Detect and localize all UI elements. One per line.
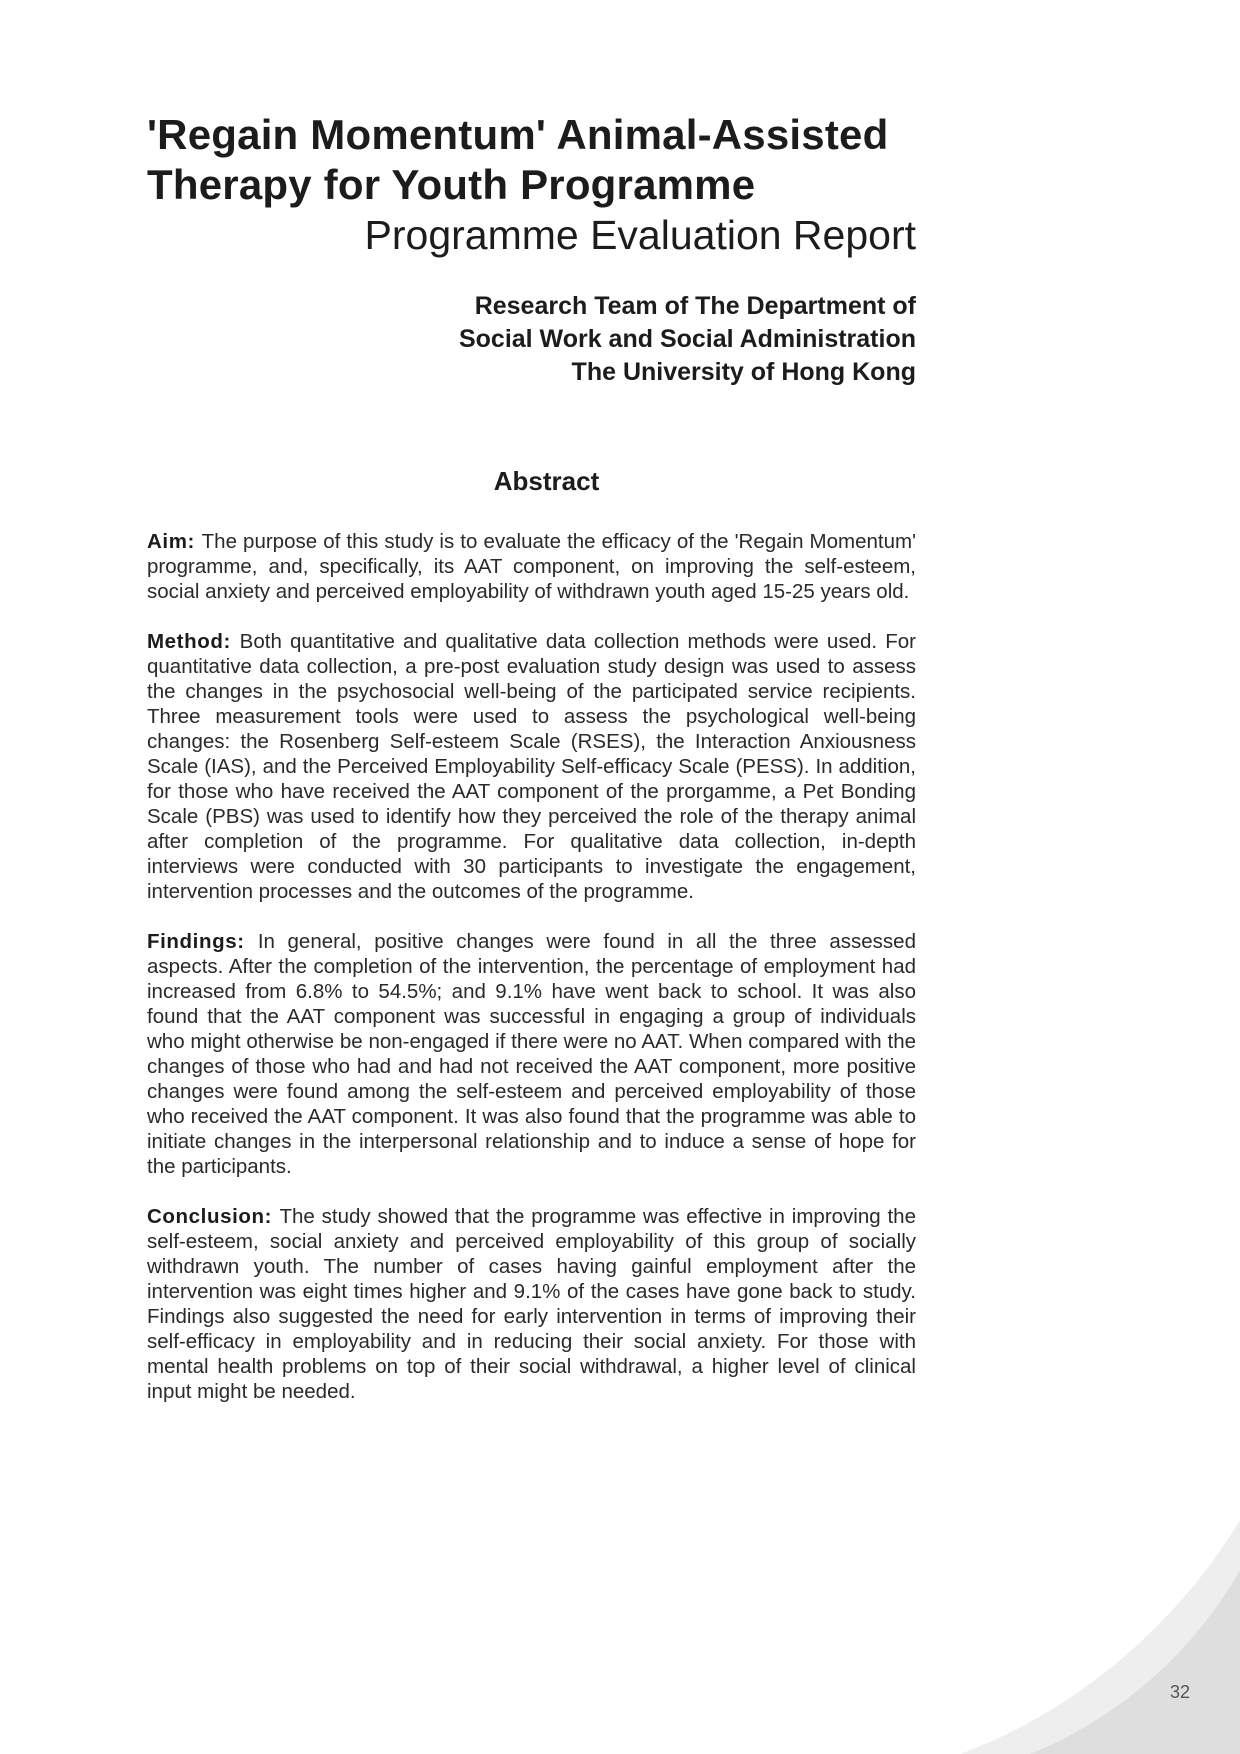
title-line-1: 'Regain Momentum' Animal-Assisted — [147, 111, 889, 158]
conclusion-text: The study showed that the programme was effective in improving the self-esteem, social anxiety and perceived employability of this group of socially withdrawn youth. The number of cases having gainful employment after the intervention was eight times higher and 9.1% of the cases have gone back to study. Findings also suggested the need for early intervention in terms of improving their self-efficacy in employability and in reducing their social anxiety. For those with mental health problems on top of their social withdrawal, a higher level of clinical input might be needed. — [147, 1205, 916, 1403]
method-text: Both quantitative and qualitative data collection methods were used. For quantitative data collection, a pre-post evaluation study design was used to assess the changes in the psychosocial well-being of the participated service recipients. Three measurement tools were used to assess the psychological well-being changes: the Rosenberg Self-esteem Scale (RSES), the Interaction Anxiousness Scale (IAS), and the Perceived Employability Self-efficacy Scale (PESS). In addition, for those who have received the AAT component of the prorgamme, a Pet Bonding Scale (PBS) was used to identify how they perceived the role of the therapy animal after completion of the programme. For qualitative data collection, in-depth interviews were conducted with 30 participants to investigate the engagement, intervention processes and the outcomes of the programme. — [147, 630, 916, 903]
document-title — [147, 110, 916, 210]
conclusion-paragraph — [147, 1204, 916, 1404]
page-number: 32 — [1169, 1682, 1191, 1702]
document-content — [147, 110, 916, 1404]
findings-label: Findings: — [147, 930, 258, 953]
findings-text: In general, positive changes were found in all the three assessed aspects. After the completion of the intervention, the percentage of employment had increased from 6.8% to 54.5%; and 9.1% have went back to school. It was also found that the AAT component was successful in engaging a group of individuals who might otherwise be non-engaged if there were no AAT. When compared with the changes of those who had and had not received the AAT component, more positive changes were found among the self-esteem and perceived employability of those who received the AAT component. It was also found that the programme was able to initiate changes in the interpersonal relationship and to induce a sense of hope for the participants. — [147, 930, 916, 1178]
findings-paragraph — [147, 929, 916, 1179]
author-line-3: The University of Hong Kong — [571, 358, 916, 386]
document-subtitle: Programme Evaluation Report — [364, 212, 916, 258]
author-block — [147, 290, 916, 389]
method-label: Method: — [147, 630, 240, 653]
aim-text: The purpose of this study is to evaluate the efficacy of the 'Regain Momentum' programme, and, specifically, its AAT component, on improving the self-esteem, social anxiety and perceived employability of withdrawn youth aged 15-25 years old. — [147, 530, 916, 603]
author-line-1: Research Team of The Department of — [474, 292, 916, 320]
method-paragraph — [147, 629, 916, 904]
conclusion-label: Conclusion: — [147, 1205, 280, 1228]
aim-label: Aim: — [147, 530, 202, 553]
title-line-2: Therapy for Youth Programme — [147, 161, 756, 208]
abstract-heading: Abstract — [493, 466, 600, 496]
aim-paragraph — [147, 529, 916, 604]
author-line-2: Social Work and Social Administration — [458, 325, 916, 353]
